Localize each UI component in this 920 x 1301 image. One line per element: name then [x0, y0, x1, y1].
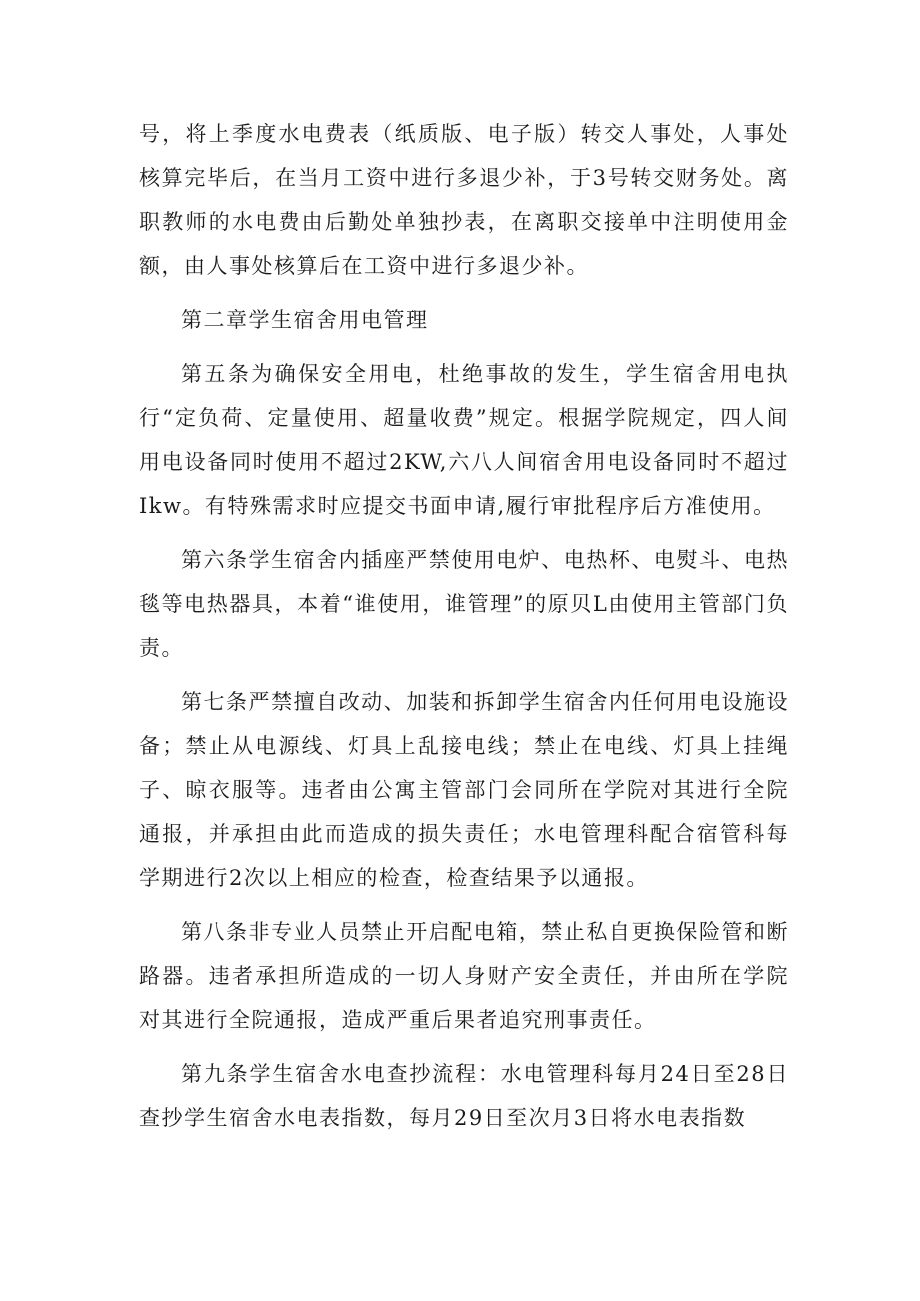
- article-7-paragraph: 第七条严禁擅自改动、加装和拆卸学生宿舍内任何用电设施设备；禁止从电源线、灯具上乱接电线；禁止在电线、灯具上挂绳子、晾衣服等。违者由公寓主管部门会同所在学院对其进行全院通报，并承担由此而造成的损失责任；水电管理科配合宿管科每学期进行2次以上相应的检查，检查结果予以通报。: [139, 690, 789, 890]
- article-8-paragraph: 第八条非专业人员禁止开启配电箱，禁止私自更换保险管和断路器。违者承担所造成的一切人身财产安全责任，并由所在学院对其进行全院通报，造成严重后果者追究刑事责任。: [139, 920, 789, 1032]
- paragraph-continuation: 号，将上季度水电费表（纸质版、电子版）转交人事处，人事处核算完毕后，在当月工资中进行多退少补，于3号转交财务处。离职教师的水电费由后勤处单独抄表，在离职交接单中注明使用金额，由人事处核算后在工资中进行多退少补。: [139, 122, 789, 278]
- chapter-heading: 第二章学生宿舍用电管理: [181, 308, 429, 332]
- document-body: [139, 112, 789, 1150]
- article-9-paragraph: 第九条学生宿舍水电查抄流程：水电管理科每月24日至28日查抄学生宿舍水电表指数，每月29日至次月3日将水电表指数: [139, 1062, 789, 1130]
- article-5-paragraph: 第五条为确保安全用电，杜绝事故的发生，学生宿舍用电执行“定负荷、定量使用、超量收费”规定。根据学院规定，四人间用电设备同时使用不超过2KW,六八人间宿舍用电设备同时不超过Ikw。有特殊需求时应提交书面申请,履行审批程序后方准使用。: [139, 362, 789, 518]
- article-6-paragraph: 第六条学生宿舍内插座严禁使用电炉、电热杯、电熨斗、电热毯等电热器具，本着“谁使用，谁管理”的原贝L由使用主管部门负责。: [139, 548, 789, 660]
